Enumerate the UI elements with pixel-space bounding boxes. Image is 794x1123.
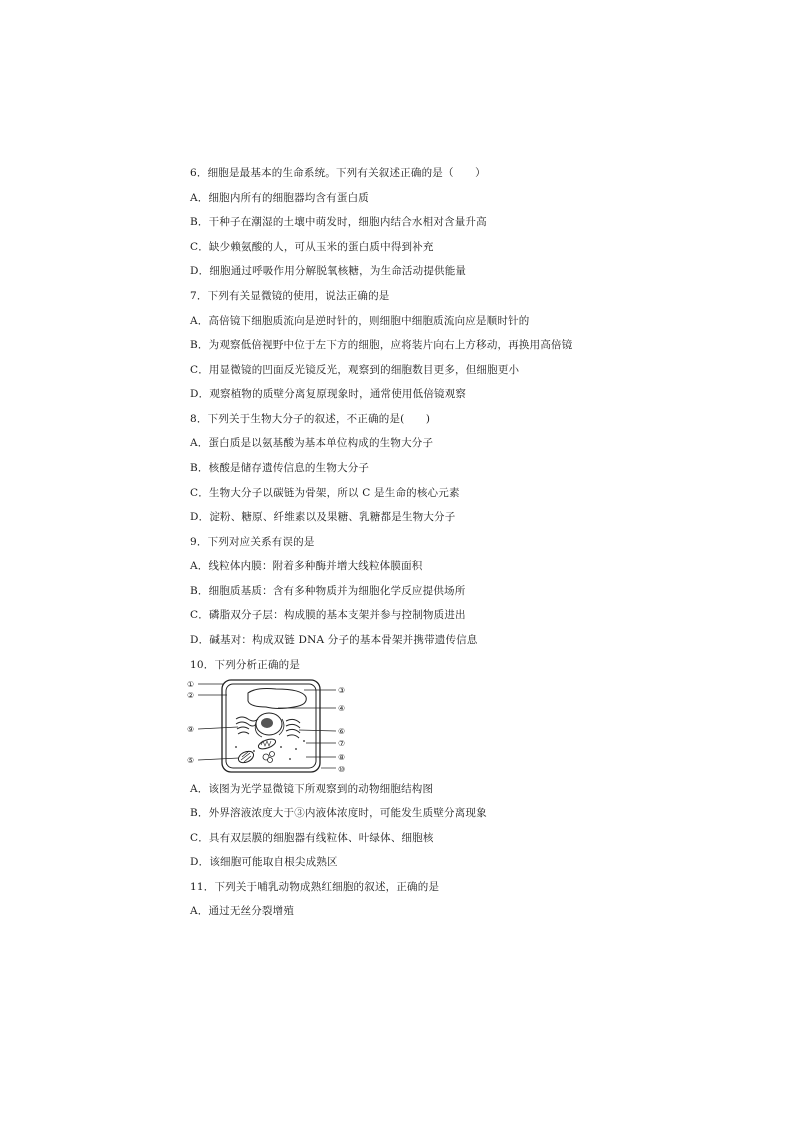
question-8-stem: 8．下列关于生物大分子的叙述，不正确的是( ): [190, 413, 431, 425]
label-6: ⑥: [338, 727, 346, 736]
question-8-option-d: D．淀粉、糖原、纤维素以及果糖、乳糖都是生物大分子: [190, 511, 456, 523]
label-10: ⑩: [338, 765, 346, 774]
question-10-stem: 10．下列分析正确的是: [190, 659, 301, 671]
question-9-option-a: A．线粒体内膜：附着多种酶并增大线粒体膜面积: [190, 560, 423, 572]
plant-cell-svg: [186, 677, 356, 777]
question-8-option-a: A．蛋白质是以氨基酸为基本单位构成的生物大分子: [190, 437, 434, 449]
label-3: ③: [338, 686, 346, 695]
question-9-option-c: C．磷脂双分子层：构成膜的基本支架并参与控制物质进出: [190, 609, 466, 621]
label-9: ⑨: [187, 725, 195, 734]
plant-cell-diagram: [186, 677, 356, 777]
question-10-option-a: A．该图为光学显微镜下所观察到的动物细胞结构图: [190, 783, 434, 795]
question-6-option-c: C．缺少赖氨酸的人，可从玉米的蛋白质中得到补充: [190, 241, 434, 253]
question-7-option-a: A．高倍镜下细胞质流向是逆时针的，则细胞中细胞质流向应是顺时针的: [190, 315, 530, 327]
question-8-option-b: B．核酸是储存遗传信息的生物大分子: [190, 462, 370, 474]
label-1: ①: [187, 680, 195, 689]
question-6-option-b: B．干种子在潮湿的土壤中萌发时，细胞内结合水相对含量升高: [190, 216, 487, 228]
question-7-stem: 7．下列有关显微镜的使用，说法正确的是: [190, 290, 390, 302]
question-8-option-c: C．生物大分子以碳链为骨架，所以 C 是生命的核心元素: [190, 487, 460, 499]
question-10-option-c: C．具有双层膜的细胞器有线粒体、叶绿体、细胞核: [190, 832, 434, 844]
nucleolus: [261, 718, 273, 728]
label-4: ④: [338, 704, 346, 713]
vacuole: [248, 689, 306, 709]
question-6-stem: 6．细胞是最基本的生命系统。下列有关叙述正确的是（ ）: [190, 167, 486, 179]
question-9-option-b: B．细胞质基质：含有多种物质并为细胞化学反应提供场所: [190, 585, 466, 597]
label-2: ②: [187, 691, 195, 700]
question-7-option-c: C．用显微镜的凹面反光镜反光，观察到的细胞数目更多，但细胞更小: [190, 364, 520, 376]
question-9-option-d: D．碱基对：构成双链 DNA 分子的基本骨架并携带遗传信息: [190, 634, 478, 646]
label-7: ⑦: [338, 739, 346, 748]
question-11-option-a: A．通过无丝分裂增殖: [190, 905, 295, 917]
label-8: ⑧: [338, 753, 346, 762]
question-9-stem: 9．下列对应关系有误的是: [190, 536, 315, 548]
question-6-option-a: A．细胞内所有的细胞器均含有蛋白质: [190, 192, 369, 204]
label-5: ⑤: [187, 756, 195, 765]
question-11-stem: 11．下列关于哺乳动物成熟红细胞的叙述，正确的是: [190, 881, 440, 893]
question-6-option-d: D．细胞通过呼吸作用分解脱氧核糖，为生命活动提供能量: [190, 265, 467, 277]
question-10-option-d: D．该细胞可能取自根尖成熟区: [190, 856, 338, 868]
question-10-option-b: B．外界溶液浓度大于③内液体浓度时，可能发生质壁分离现象: [190, 807, 487, 819]
question-7-option-d: D．观察植物的质壁分离复原现象时，通常使用低倍镜观察: [190, 388, 467, 400]
question-7-option-b: B．为观察低倍视野中位于左下方的细胞，应将装片向右上方移动，再换用高倍镜: [190, 339, 573, 351]
